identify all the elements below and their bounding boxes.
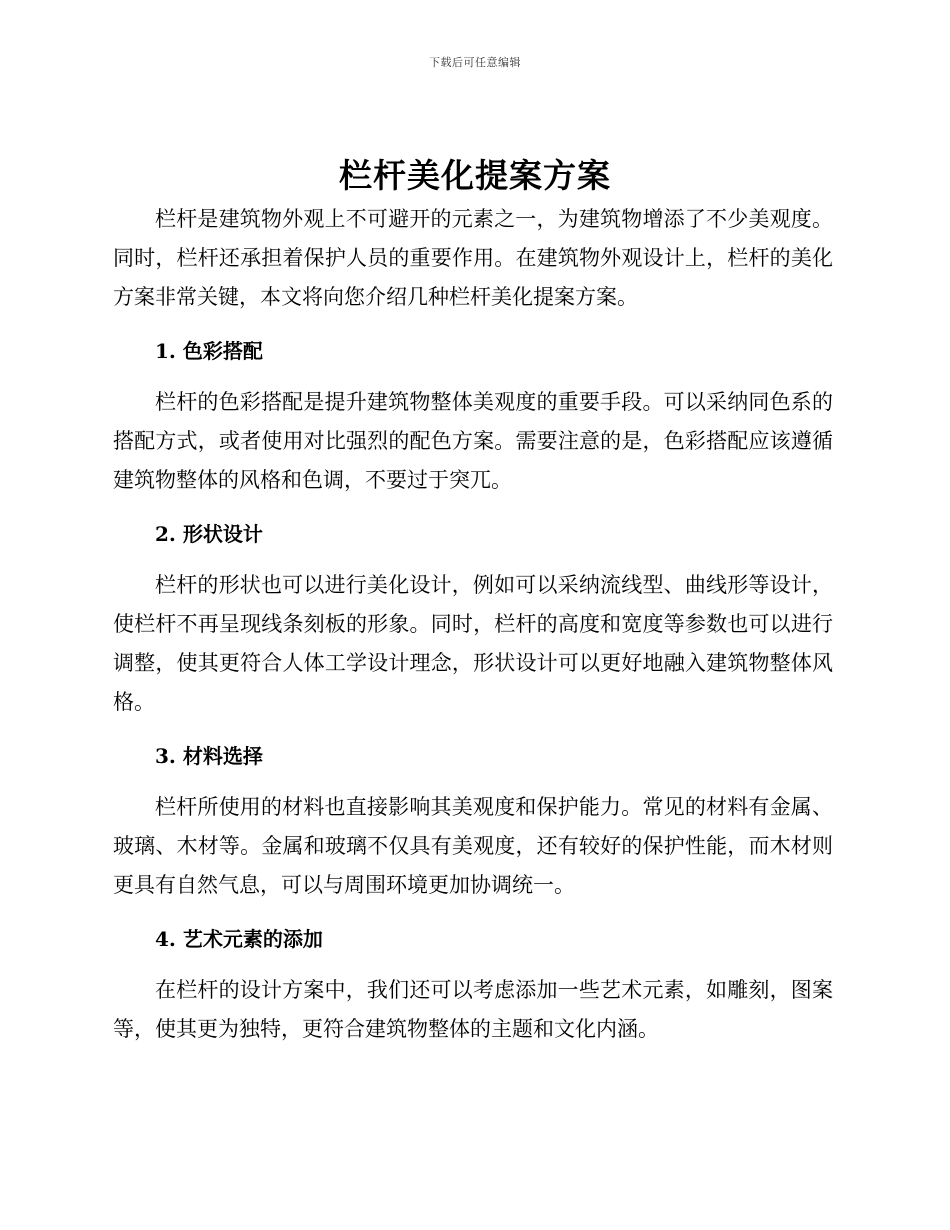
section-paragraph-shape: 栏杆的形状也可以进行美化设计，例如可以采纳流线型、曲线形等设计，使栏杆不再呈现线条刻板的形象。同时，栏杆的高度和宽度等参数也可以进行调整，使其更符合人体工学设计理念，形状设计可以更好地融入建筑物整体风格。 — [113, 573, 833, 714]
document-body — [113, 200, 833, 1049]
section-heading-shape: 2. 形状设计 — [155, 522, 263, 546]
header-note: 下载后可任意编辑 — [429, 56, 521, 69]
document-title: 栏杆美化提案方案 — [339, 156, 611, 195]
section-paragraph-color: 栏杆的色彩搭配是提升建筑物整体美观度的重要手段。可以采纳同色系的搭配方式，或者使用对比强烈的配色方案。需要注意的是，色彩搭配应该遵循建筑物整体的风格和色调，不要过于突兀。 — [113, 390, 833, 492]
section-heading-art: 4. 艺术元素的添加 — [155, 927, 323, 951]
section-heading-material: 3. 材料选择 — [155, 744, 263, 768]
section-heading-color: 1. 色彩搭配 — [155, 339, 263, 363]
section-paragraph-art: 在栏杆的设计方案中，我们还可以考虑添加一些艺术元素，如雕刻，图案等，使其更为独特，更符合建筑物整体的主题和文化内涵。 — [113, 978, 833, 1041]
intro-paragraph: 栏杆是建筑物外观上不可避开的元素之一，为建筑物增添了不少美观度。同时，栏杆还承担着保护人员的重要作用。在建筑物外观设计上，栏杆的美化方案非常关键，本文将向您介绍几种栏杆美化提案方案。 — [113, 207, 833, 309]
section-paragraph-material: 栏杆所使用的材料也直接影响其美观度和保护能力。常见的材料有金属、玻璃、木材等。金属和玻璃不仅具有美观度，还有较好的保护性能，而木材则更具有自然气息，可以与周围环境更加协调统一。 — [113, 795, 833, 897]
